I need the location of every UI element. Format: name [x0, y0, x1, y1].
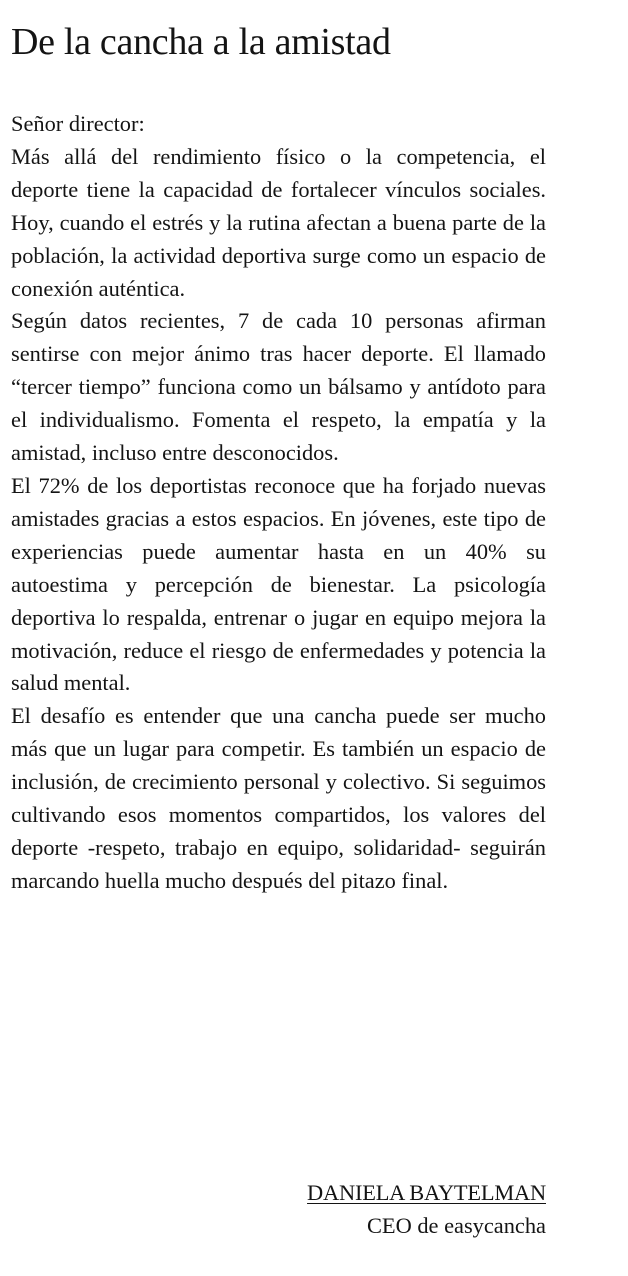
- letter-body: [11, 108, 546, 898]
- letter-to-editor: [11, 18, 546, 898]
- paragraph: El 72% de los deportistas reconoce que ha forjado nuevas amistades gracias a estos espacios. En jóvenes, este tipo de experiencias puede aumentar hasta en un 40% su autoestima y percepción de bienestar. La psicología deportiva lo respalda, entrenar o jugar en equipo mejora la motivación, reduce el riesgo de enfermedades y potencia la salud mental.: [11, 472, 546, 696]
- paragraph: El desafío es entender que una cancha puede ser mucho más que un lugar para competir. Es también un espacio de inclusión, de crecimiento personal y colectivo. Si seguimos cultivando esos momentos compartidos, los valores del deporte -respeto, trabajo en equipo, solidaridad- seguirán marcando huella mucho después del pitazo final.: [11, 703, 546, 893]
- paragraph: Según datos recientes, 7 de cada 10 personas afirman sentirse con mejor ánimo tras hacer deporte. El llamado “tercer tiempo” funciona como un bálsamo y antídoto para el individualismo. Fomenta el respeto, la empatía y la amistad, incluso entre desconocidos.: [11, 308, 546, 466]
- author-name: DANIELA BAYTELMAN: [307, 1180, 546, 1205]
- paragraph: Más allá del rendimiento físico o la competencia, el deporte tiene la capacidad de fortalecer vínculos sociales. Hoy, cuando el estrés y la rutina afectan a buena parte de la población, la actividad deportiva surge como un espacio de conexión auténtica.: [11, 143, 546, 301]
- headline: De la cancha a la amistad: [11, 21, 391, 63]
- signature-block: [307, 1176, 546, 1242]
- author-role: CEO de easycancha: [366, 1213, 546, 1238]
- salutation: Señor director:: [11, 111, 145, 136]
